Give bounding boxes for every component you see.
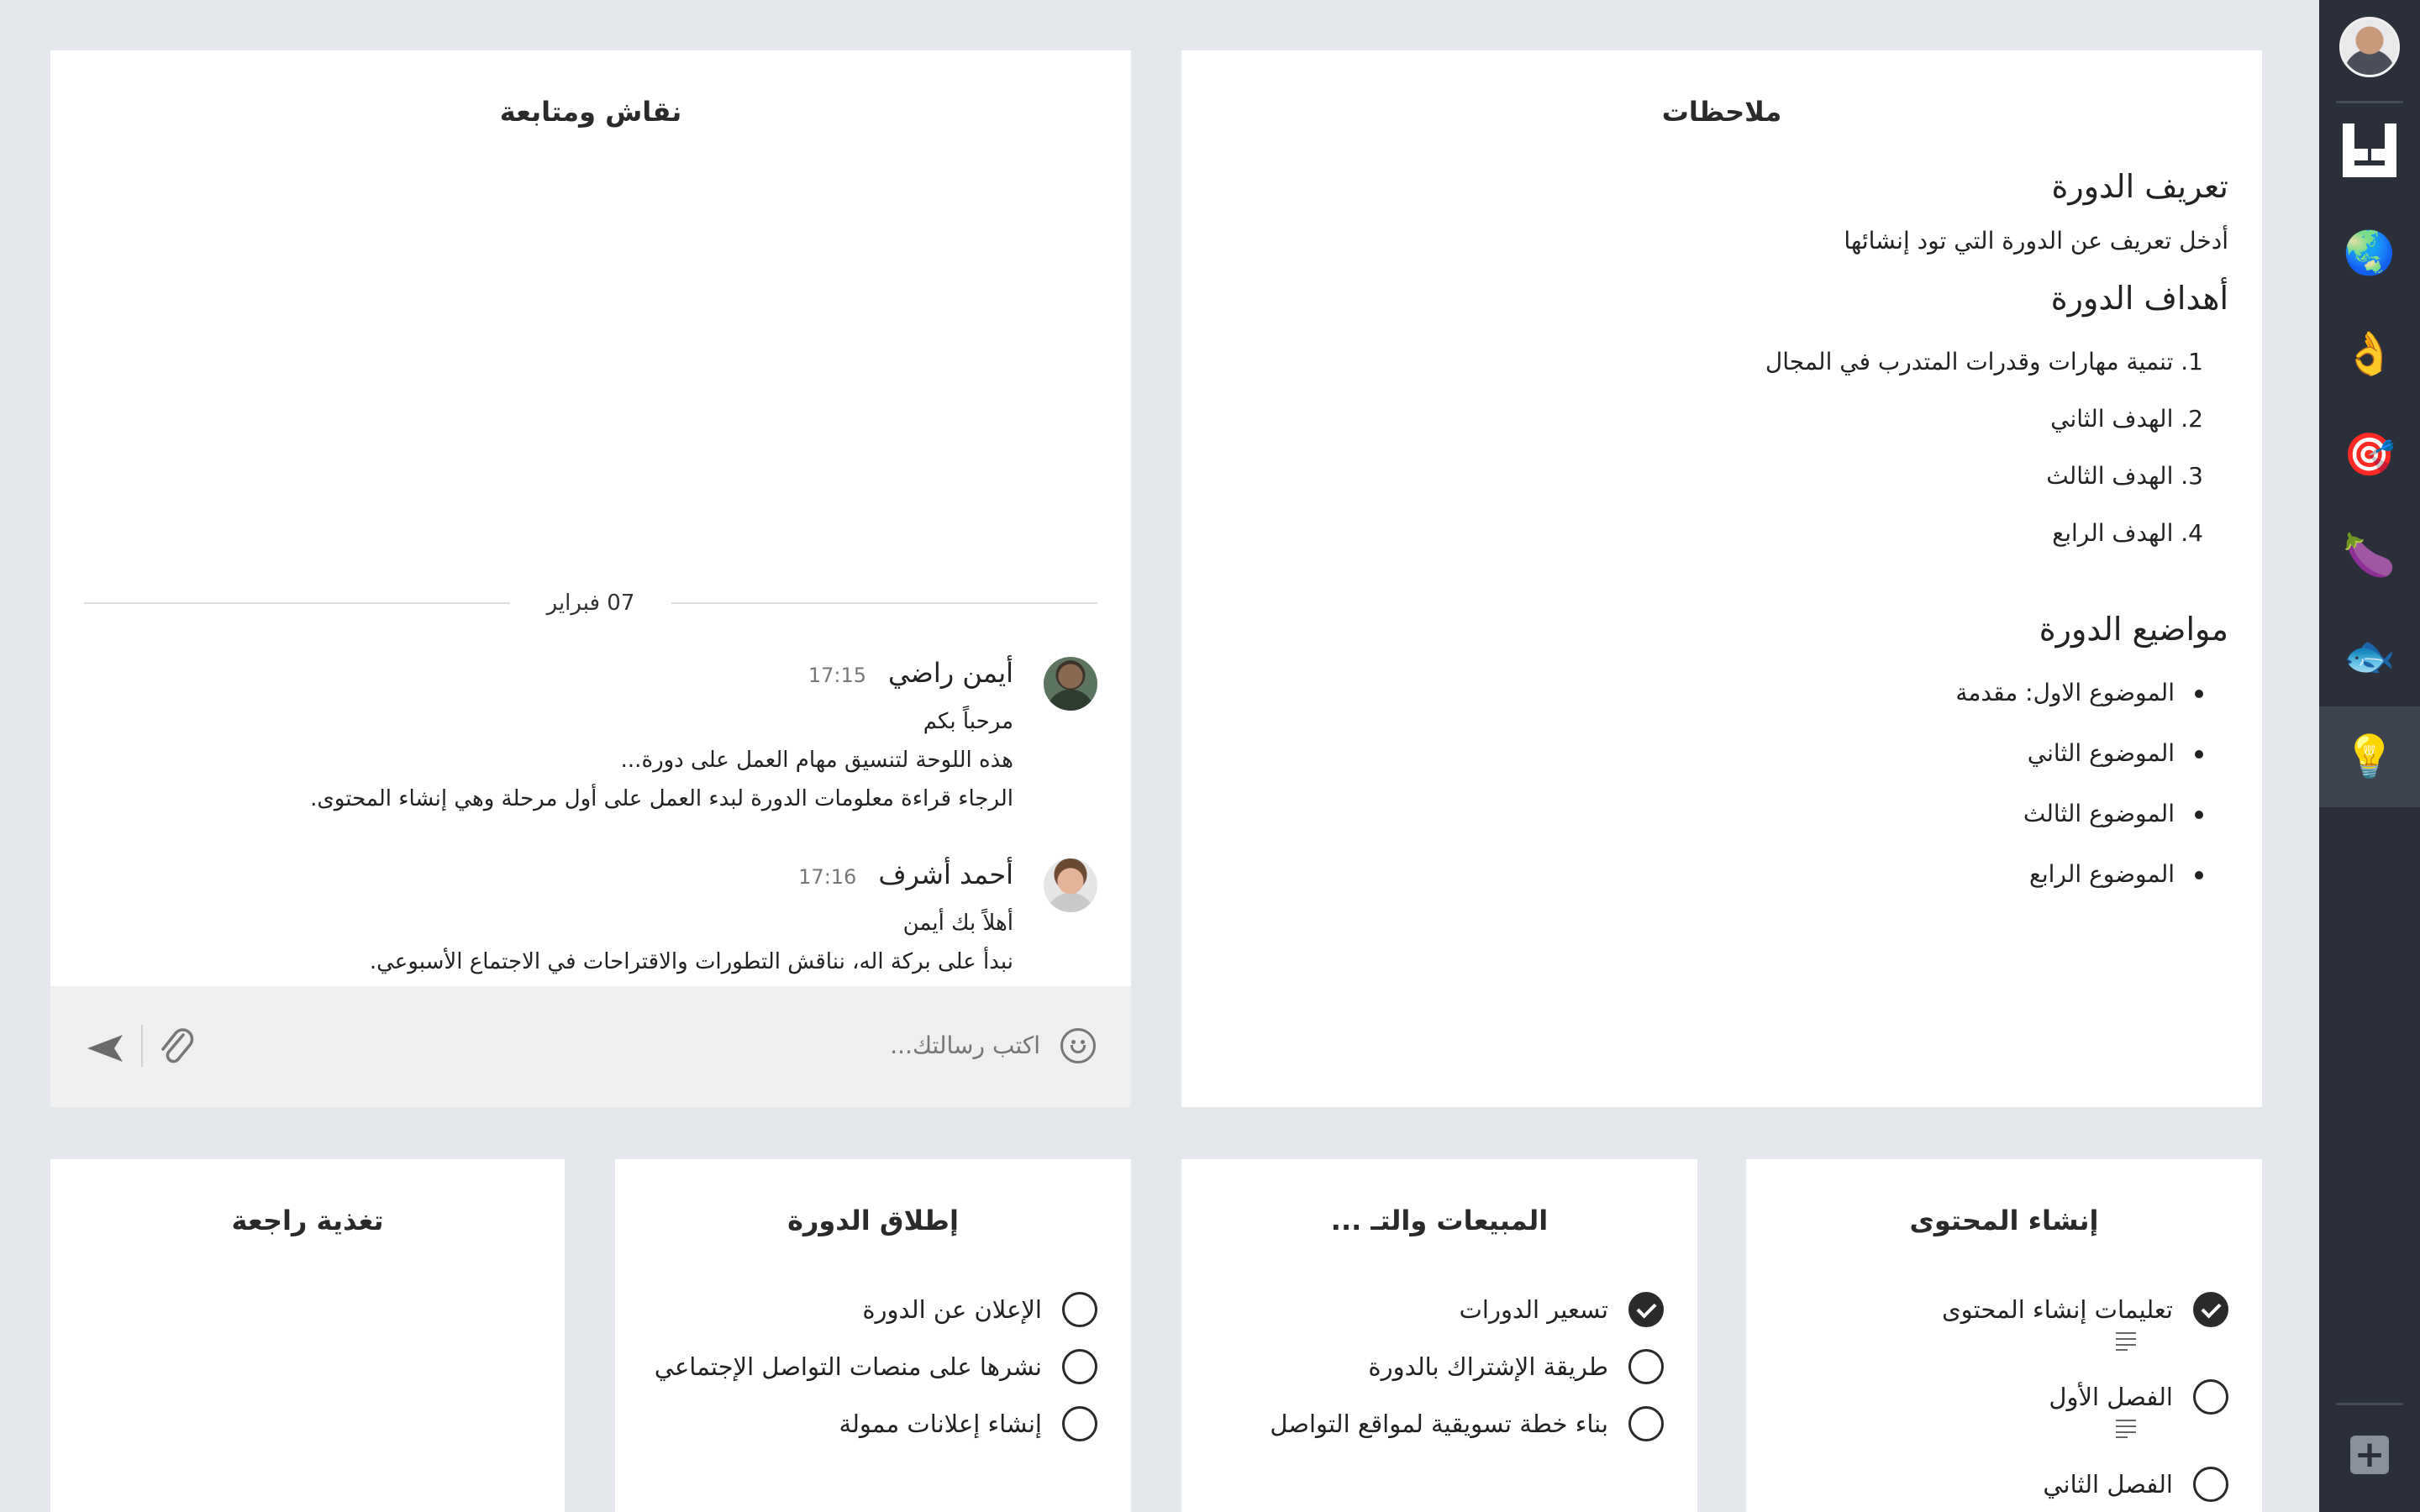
circle-icon[interactable] <box>2193 1467 2228 1502</box>
task-item[interactable] <box>615 1294 1097 1351</box>
message-composer <box>50 986 1131 1107</box>
send-icon[interactable] <box>86 1032 124 1065</box>
chat-message <box>84 858 1097 993</box>
column-sales-marketing <box>1181 1159 1697 1512</box>
check-circle-icon[interactable] <box>1628 1292 1664 1327</box>
avatar[interactable] <box>1044 657 1097 711</box>
task-label: طريقة الإشتراك بالدورة <box>1368 1352 1608 1382</box>
goal-item: 2. الهدف الثاني <box>2050 405 2203 433</box>
topics-list <box>1181 681 2228 923</box>
message-line: هذه اللوحة لتنسيق مهام العمل على دورة... <box>620 748 1013 773</box>
topic-text: الموضوع الثاني <box>2027 739 2175 768</box>
task-item[interactable] <box>1746 1294 2228 1381</box>
message-input[interactable] <box>452 1028 1040 1062</box>
board-globe-icon[interactable]: 🌏 <box>2343 228 2396 277</box>
chat-card <box>50 50 1131 1107</box>
date-label: 07 فبراير <box>546 591 635 616</box>
task-list <box>615 1294 1131 1465</box>
message-header <box>808 657 1013 689</box>
bullet-icon <box>2195 811 2203 819</box>
board-lightbulb-icon[interactable]: 💡 <box>2319 706 2420 807</box>
topics-heading: مواضيع الدورة <box>2039 611 2228 648</box>
definition-text: أدخل تعريف عن الدورة التي تود إنشائها <box>1844 227 2228 255</box>
column-title[interactable]: إنشاء المحتوى <box>1909 1205 2099 1236</box>
circle-icon[interactable] <box>1628 1406 1664 1441</box>
column-title[interactable]: إطلاق الدورة <box>787 1205 959 1236</box>
task-label: إنشاء إعلانات ممولة <box>839 1410 1042 1439</box>
check-circle-icon[interactable] <box>2193 1292 2228 1327</box>
message-line: أهلاً بك أيمن <box>902 911 1013 936</box>
task-label: بناء خطة تسويقية لمواقع التواصل <box>1270 1410 1608 1439</box>
add-board-button[interactable]: + <box>2350 1436 2389 1474</box>
goal-item: 3. الهدف الثالث <box>2046 462 2203 491</box>
message-header <box>798 858 1013 890</box>
definition-heading: تعريف الدورة <box>2051 168 2228 206</box>
notes-lines-icon <box>2116 1332 2136 1351</box>
rail-divider <box>2336 101 2403 103</box>
message-body <box>370 911 1013 988</box>
notes-body[interactable] <box>1181 168 2262 923</box>
task-item[interactable] <box>1181 1408 1664 1465</box>
circle-icon[interactable] <box>1062 1292 1097 1327</box>
sender-name: أيمن راضي <box>887 657 1013 689</box>
notes-title: ملاحظات <box>1661 96 1782 128</box>
topic-text: الموضوع الرابع <box>2028 860 2175 889</box>
task-label: تعليمات إنشاء المحتوى <box>1941 1295 2173 1325</box>
task-list <box>1181 1294 1697 1465</box>
notes-lines-icon <box>2116 1420 2136 1438</box>
column-content-creation <box>1746 1159 2262 1512</box>
task-item[interactable] <box>1746 1381 2228 1468</box>
sender-name: أحمد أشرف <box>878 858 1013 890</box>
circle-icon[interactable] <box>1062 1406 1097 1441</box>
topic-text: الموضوع الثالث <box>2023 800 2175 828</box>
topic-item <box>1181 860 2203 923</box>
topic-text: الموضوع الاول: مقدمة <box>1955 679 2175 707</box>
task-label: تسعير الدورات <box>1459 1295 1608 1325</box>
task-item[interactable] <box>615 1351 1097 1408</box>
board-target-icon[interactable]: 🎯 <box>2343 430 2396 479</box>
board-eggplant-icon[interactable]: 🍆 <box>2343 531 2396 580</box>
app-logo[interactable] <box>2343 123 2396 177</box>
task-list <box>1746 1294 2262 1512</box>
column-feedback <box>50 1159 565 1512</box>
task-item[interactable] <box>1746 1468 2228 1512</box>
circle-icon[interactable] <box>1062 1349 1097 1384</box>
bullet-icon <box>2195 750 2203 759</box>
task-label: الفصل الثاني <box>2043 1470 2173 1499</box>
message-time: 17:16 <box>798 865 857 889</box>
topic-item <box>1181 681 2203 742</box>
notes-card <box>1181 50 2262 1107</box>
message-time: 17:15 <box>808 664 866 687</box>
message-line: نبدأ على بركة اله، نناقش التطورات والاقتراحات في الاجتماع الأسبوعي. <box>369 949 1013 974</box>
chat-message <box>84 657 1097 825</box>
message-body <box>310 709 1013 825</box>
board-ok-hand-icon[interactable]: 👌 <box>2343 329 2396 378</box>
column-title[interactable]: تغذية راجعة <box>231 1205 384 1236</box>
task-label: نشرها على منصات التواصل الإجتماعي <box>654 1352 1042 1382</box>
column-course-launch <box>615 1159 1131 1512</box>
divider-line <box>84 602 510 604</box>
date-separator <box>84 586 1097 620</box>
bullet-icon <box>2195 690 2203 698</box>
topic-item <box>1181 739 2203 802</box>
app-rail <box>2319 0 2420 1512</box>
task-label: الإعلان عن الدورة <box>862 1295 1042 1325</box>
rail-footer <box>2319 1403 2420 1512</box>
avatar[interactable] <box>1044 858 1097 912</box>
goal-item: 1. تنمية مهارات وقدرات المتدرب في المجال <box>1765 348 2203 376</box>
goals-list <box>1181 350 2228 579</box>
user-avatar[interactable] <box>2339 17 2400 77</box>
message-line: مرحباً بكم <box>923 709 1013 734</box>
goal-item: 4. الهدف الرابع <box>2052 519 2203 548</box>
chat-title: نقاش ومتابعة <box>499 96 682 128</box>
message-line: الرجاء قراءة معلومات الدورة لبدء العمل على أول مرحلة وهي إنشاء المحتوى. <box>310 786 1013 811</box>
task-item[interactable] <box>1181 1351 1664 1408</box>
circle-icon[interactable] <box>1628 1349 1664 1384</box>
goals-heading: أهداف الدورة <box>2050 280 2228 318</box>
column-title[interactable]: المبيعات والتـ ... <box>1330 1205 1549 1236</box>
composer-divider <box>141 1025 143 1067</box>
rail-divider <box>2336 1403 2403 1405</box>
task-item[interactable] <box>615 1408 1097 1465</box>
paperclip-icon[interactable] <box>158 1026 198 1070</box>
divider-line <box>671 602 1097 604</box>
topic-item <box>1181 802 2203 863</box>
task-item[interactable] <box>1181 1294 1664 1351</box>
bullet-icon <box>2195 871 2203 879</box>
board-fish-icon[interactable]: 🐟 <box>2343 632 2396 680</box>
emoji-icon[interactable] <box>1060 1028 1096 1063</box>
task-label: الفصل الأول <box>2049 1383 2173 1412</box>
circle-icon[interactable] <box>2193 1379 2228 1415</box>
